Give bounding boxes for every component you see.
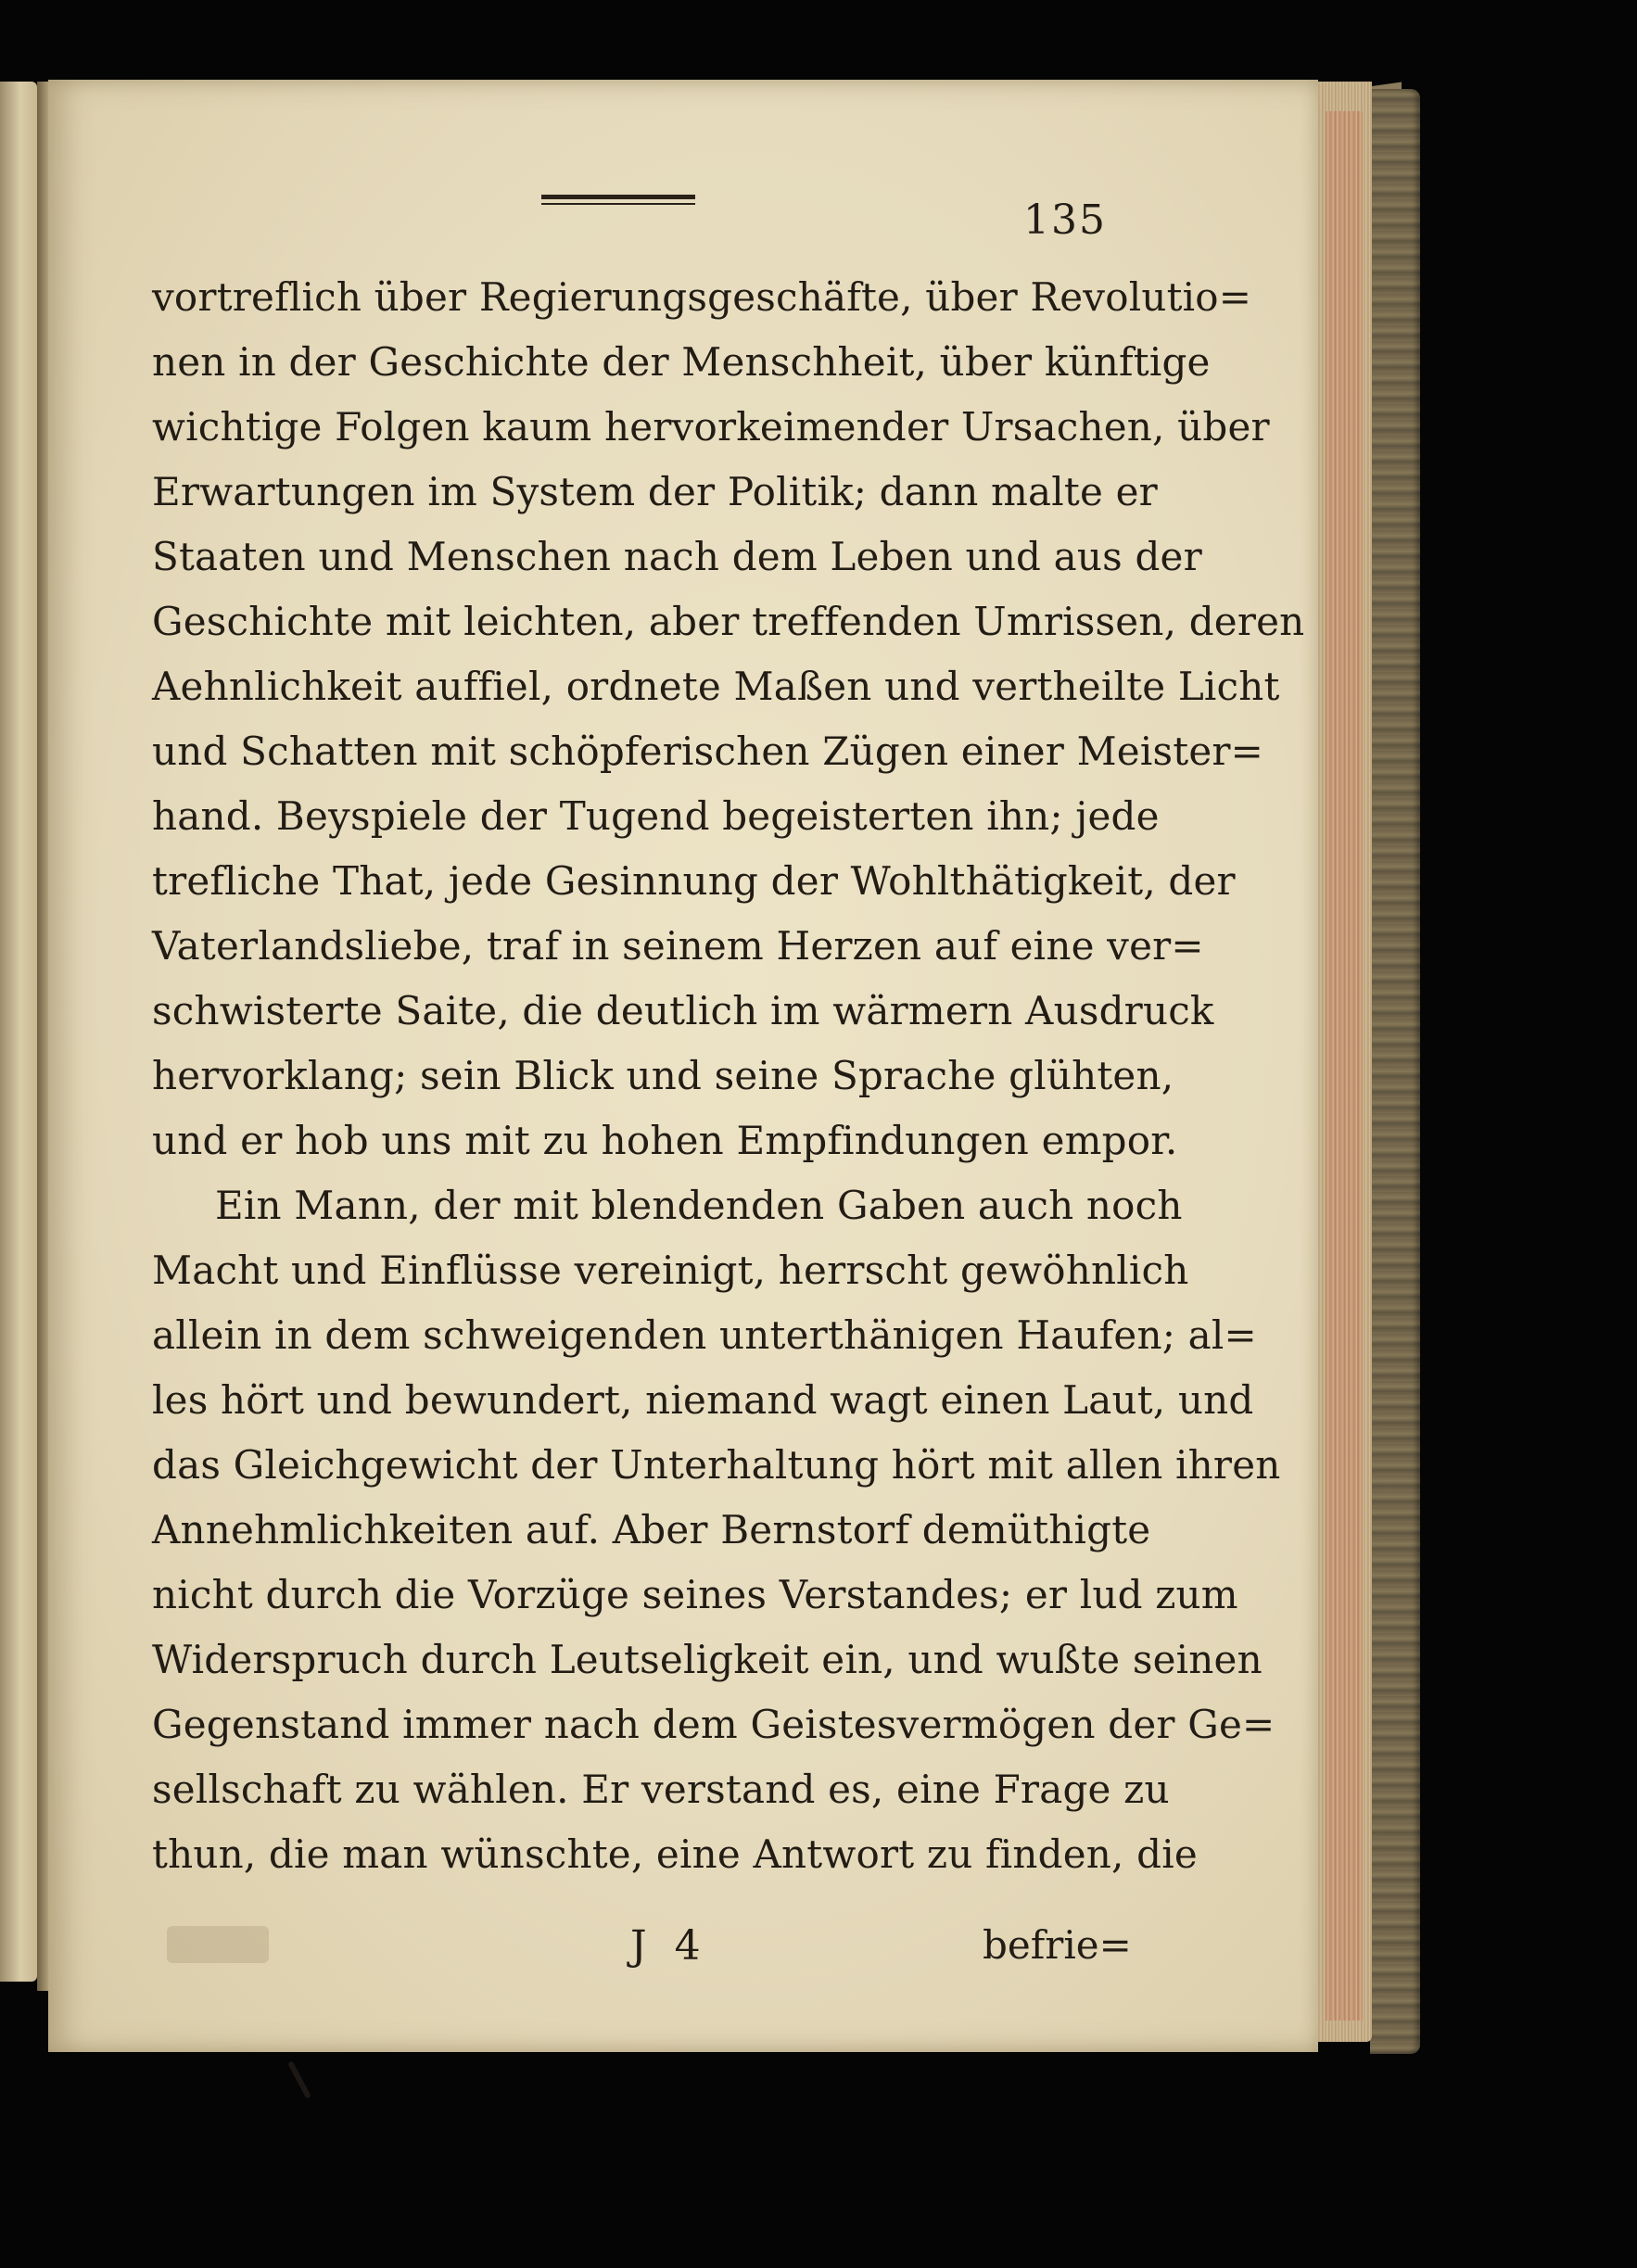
text-line: vortreflich über Regierungsgeschäfte, über Revolutio= [152,274,1252,320]
text-line: hervorklang; sein Blick und seine Sprache glühten, [152,1053,1174,1098]
signature-mark: J 4 [630,1922,708,1970]
catchword: befrie= [983,1922,1132,1968]
text-line: sellschaft zu wählen. Er verstand es, eine Frage zu [152,1767,1170,1812]
text-line: les hört und bewundert, niemand wagt einen Laut, und [152,1377,1254,1423]
book-cover-edge [1370,89,1420,2054]
text-line: Geschichte mit leichten, aber treffenden Umrissen, deren [152,599,1305,644]
text-line: Aehnlichkeit auffiel, ordnete Maßen und vertheilte Licht [152,664,1280,709]
text-line: Macht und Einflüsse vereinigt, herrscht gewöhnlich [152,1248,1189,1293]
page-number: 135 [1023,196,1107,244]
text-line: hand. Beyspiele der Tugend begeisterten ihn; jede [152,793,1160,839]
text-line: allein in dem schweigenden unterthänigen Haufen; al= [152,1312,1257,1358]
text-line: Annehmlichkeiten auf. Aber Bernstorf demüthigte [152,1507,1151,1552]
text-line: nicht durch die Vorzüge seines Verstandes; er lud zum [152,1572,1238,1617]
text-line: und er hob uns mit zu hohen Empfindungen empor. [152,1118,1178,1163]
text-line: Widerspruch durch Leutseligkeit ein, und wußte seinen [152,1637,1263,1682]
paragraph-1 [152,265,1305,1173]
faded-ink-mark [167,1926,269,1963]
text-line: thun, die man wünschte, eine Antwort zu finden, die [152,1831,1198,1877]
text-line: trefliche That, jede Gesinnung der Wohlthätigkeit, der [152,858,1236,904]
text-line: nen in der Geschichte der Menschheit, über künftige [152,339,1211,385]
text-line: Gegenstand immer nach dem Geistesvermögen der Ge= [152,1702,1275,1747]
body-text [152,265,1305,1887]
red-page-edges [1326,111,1363,2021]
text-line: das Gleichgewicht der Unterhaltung hört mit allen ihren [152,1442,1281,1488]
text-line: Staaten und Menschen nach dem Leben und aus der [152,534,1202,579]
header-rule [541,195,695,205]
text-line: schwisterte Saite, die deutlich im wärmern Ausdruck [152,988,1214,1033]
text-line: wichtige Folgen kaum hervorkeimender Ursachen, über [152,404,1270,450]
text-line: Erwartungen im System der Politik; dann malte er [152,469,1158,514]
text-line: Vaterlandsliebe, traf in seinem Herzen auf eine ver= [152,923,1204,969]
previous-page-edge [0,82,37,1982]
ink-smudge [287,2060,311,2099]
text-line: Ein Mann, der mit blendenden Gaben auch noch [215,1183,1183,1228]
paragraph-2 [152,1173,1281,1887]
text-line: und Schatten mit schöpferischen Zügen einer Meister= [152,729,1264,774]
